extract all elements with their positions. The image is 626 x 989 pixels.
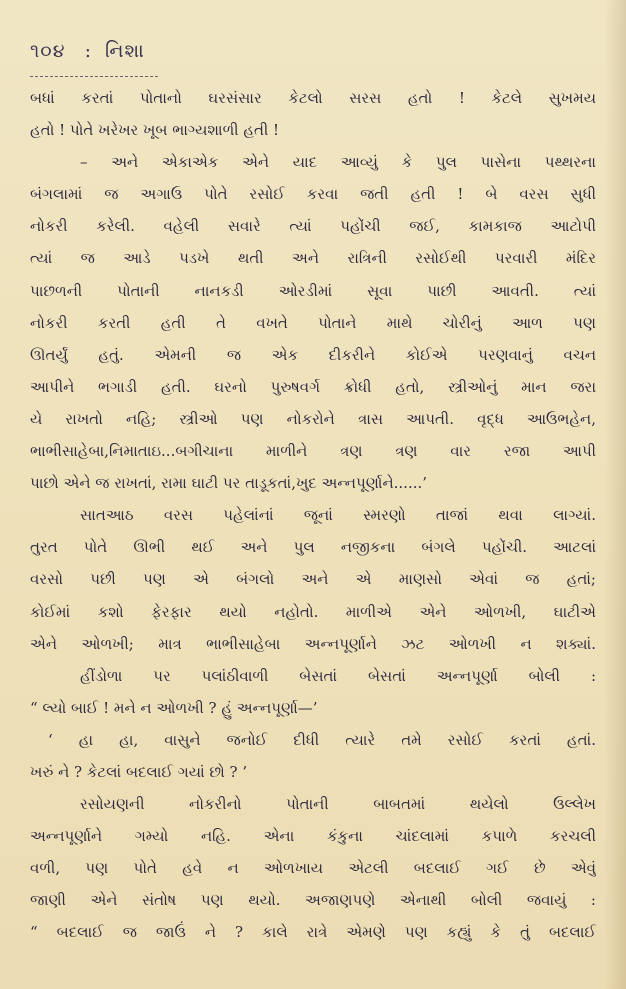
- text-line: ખરું ને ? કેટલાં બદલાઈ ગયાં છો ? ’: [30, 762, 248, 781]
- text-line: વરસો પછી પણ એ બંગલો અને એ માણસો એવાં જ હતાં;: [30, 570, 596, 589]
- text-line: વળી, પણ પોતે હવે ન ઓળખાય એટલી બદલાઈ ગઈ છે એવું: [30, 859, 596, 878]
- text-line: ‘ હા હા, વાસુને જનોઈ દીધી ત્યારે તમે રસોઈ કરતાં હતાં.: [48, 730, 596, 749]
- text-line: કોઈમાં કશો ફેરફાર થયો નહોતો. માળીએ એને ઓળખી, ઘાટીએ: [30, 602, 596, 621]
- text-line: જાણી એને સંતોષ પણ થયો. અજાણપણે એનાથી બોલી જવાયું :: [30, 891, 596, 910]
- text-line: તુરત પોતે ઊભી થઈ અને પુલ નજીકના બંગલે પહોંચી. આટલાં: [30, 538, 596, 557]
- text-line: “ લ્યો બાઈ ! મને ન ઓળખી ? હું અન્નપૂર્ણા—’: [30, 698, 318, 717]
- text-line: યે રાખતો નહિ; સ્ત્રીઓ પણ નોકરોને ત્રાસ આપતી. વૃદ્ધ આઉભહેન,: [30, 409, 596, 428]
- text-line: બંગલામાં જ અગાઉ પોતે રસોઈ કરવા જતી હતી ! બે વરસ સુધી: [30, 185, 596, 204]
- running-title: નિશા: [105, 40, 145, 62]
- text-line: બધાં કરતાં પોતાનો ઘરસંસાર કેટલો સરસ હતો ! કેટલે સુખમય: [30, 89, 596, 107]
- text-line: રસોયણની નોકરીનો પોતાની બાબતમાં થયેલો ઉલ્લેખ: [80, 795, 596, 814]
- body-text: [30, 82, 596, 949]
- text-line: આપીને ભગાડી હતી. ઘરનો પુરુષવર્ગ ક્રોધી હતો, સ્ત્રીઓનું માન જરા: [30, 377, 596, 396]
- text-line: એને ઓળખી; માત્ર ભાભીસાહેબા અન્નપૂર્ણાને ઝટ ઓળખી ન શક્યાં.: [30, 634, 596, 653]
- text-line: ત્યાં જ આડે પડખે થતી અને રાત્રિની રસોઈથી પરવારી મંદિર: [30, 249, 596, 268]
- running-head-underline: [30, 70, 158, 77]
- text-line: અન્નપૂર્ણાને ગમ્યો નહિ. એના કંકુના ચાંદલામાં કપાળે કરચલી: [30, 827, 596, 846]
- page-number: ૧૦૪: [30, 40, 66, 62]
- page-spine-shadow: [604, 0, 626, 989]
- text-line: ભાભીસાહેબા,નિમાતાઇ...બગીચાના માળીને ત્રણ ત્રણ વાર રજા આપી: [30, 442, 596, 461]
- text-line: હતો ! પોતે ખરેખર ખૂબ ભાગ્યશાળી હતી !: [30, 121, 280, 140]
- text-line: પાછો એને જ રાખતાં, રામા ઘાટી પર તાડૂકતાં,ખુદ અન્નપૂર્ણાને......’: [30, 474, 428, 493]
- text-line: નોકરી કરતી હતી તે વખતે પોતાને માથે ચોરીનું આળ પણ: [30, 313, 596, 332]
- text-line: ઊતર્યું હતું. એમની જ એક દીકરીને કોઈએ પરણવાનું વચન: [30, 345, 596, 364]
- text-line: હીંડોળા પર પલાંઠીવાળી બેસતાં બેસતાં અન્નપૂર્ણા બોલી :: [80, 666, 596, 685]
- running-head-separator: :: [84, 40, 92, 62]
- text-line: – અને એકાએક એને યાદ આવ્યું કે પુલ પાસેના પથ્થરના: [80, 153, 596, 172]
- text-line: પાછળની પોતાની નાનકડી ઓરડીમાં સૂવા પાછી આવતી. ત્યાં: [30, 281, 596, 300]
- text-line: નોકરી કરેલી. વહેલી સવારે ત્યાં પહોંચી જઈ, કામકાજ આટોપી: [30, 217, 596, 236]
- running-head: [30, 40, 145, 62]
- text-line: “ બદલાઈ જ જાઉં ને ? કાલે રાત્રે એમણે પણ કહ્યું કે તું બદલાઈ: [30, 923, 596, 942]
- text-line: સાતઆઠ વરસ પહેલાંનાં જૂનાં સ્મરણો તાજાં થવા લાગ્યાં.: [80, 506, 596, 525]
